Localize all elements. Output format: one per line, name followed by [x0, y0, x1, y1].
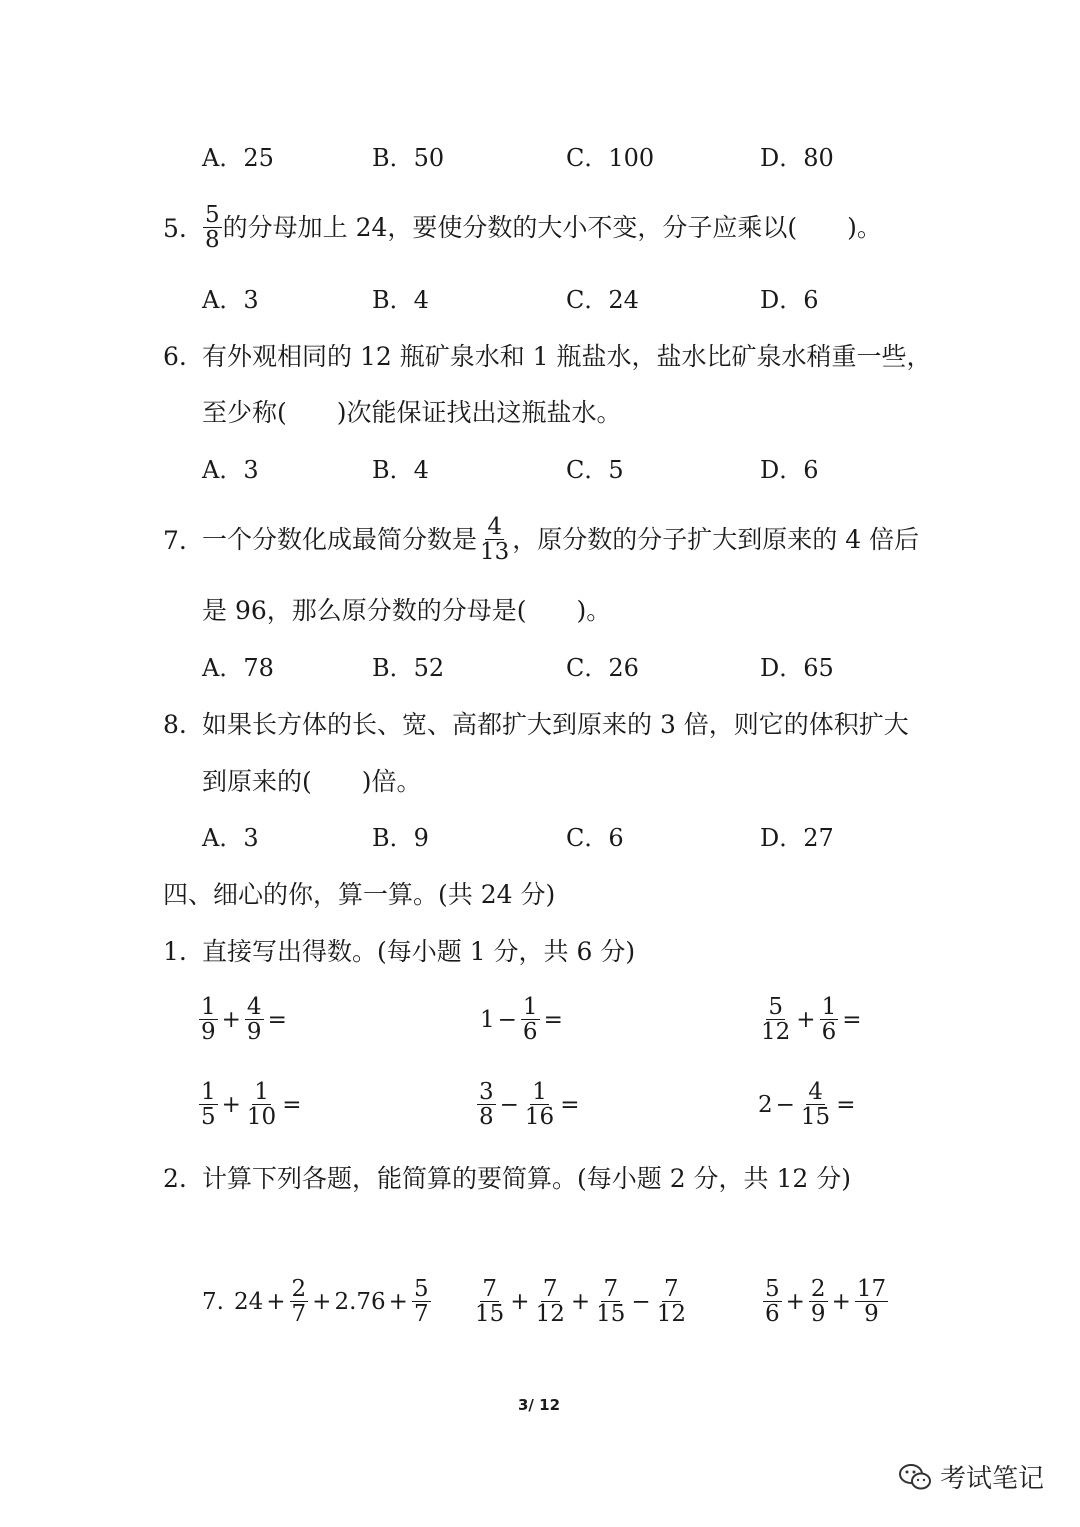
q5-option-d: D．6	[760, 286, 819, 314]
q4-option-c: C．100	[566, 144, 655, 172]
q7-option-b: B．52	[372, 654, 445, 682]
q7-line1	[202, 515, 919, 564]
q6-line2: 至少称( )次能保证找出这瓶盐水。	[202, 398, 622, 427]
q7-number: 7.	[163, 526, 187, 555]
q6-option-d: D．6	[760, 456, 819, 484]
calc-r1c2: 1 − $\frac{1}{6}$ =	[480, 994, 563, 1045]
page-number: 3/ 12	[518, 1396, 561, 1414]
q7-fraction: $\frac{4}{13}$	[480, 514, 510, 565]
q4-option-b: B．50	[372, 144, 445, 172]
q6-option-a: A．3	[202, 456, 259, 484]
q8-option-d: D．27	[760, 824, 834, 852]
q6-option-b: B．4	[372, 456, 429, 484]
q8-line2: 到原来的( )倍。	[202, 767, 422, 796]
q4-option-a: A．25	[202, 144, 274, 172]
q8-number: 8.	[163, 710, 187, 739]
q7-option-a: A．78	[202, 654, 274, 682]
calc-r2c1: $\frac{1}{5}$ + $\frac{1}{10}$ =	[201, 1079, 302, 1130]
simp-expr-2: $\frac{7}{15}$ + $\frac{7}{12}$ + $\frac{7}{15}$ − $\frac{7}{12}$	[475, 1276, 686, 1327]
q5-fraction: $\frac{5}{8}$	[205, 202, 220, 253]
simp-expr-1: 7. 24 + $\frac{2}{7}$ + 2.76 + $\frac{5}{7}$	[202, 1276, 429, 1327]
q6-number: 6.	[163, 342, 187, 371]
q7-option-c: C．26	[566, 654, 639, 682]
q7-option-d: D．65	[760, 654, 834, 682]
q8-option-b: B．9	[372, 824, 429, 852]
calc-r2c3: 2 − $\frac{4}{15}$ =	[758, 1079, 856, 1130]
part2-instruction: 计算下列各题，能简算的要简算。(每小题 2 分，共 12 分)	[202, 1164, 852, 1193]
q7-line2: 是 96，那么原分数的分母是( )。	[202, 596, 612, 625]
q5-number: 5.	[163, 214, 187, 243]
part1-instruction: 直接写出得数。(每小题 1 分，共 6 分)	[202, 937, 636, 966]
part2-number: 2.	[163, 1164, 187, 1193]
calc-r2c2: $\frac{3}{8}$ − $\frac{1}{16}$ =	[479, 1079, 580, 1130]
part1-number: 1.	[163, 937, 187, 966]
q5-option-c: C．24	[566, 286, 639, 314]
q4-option-d: D．80	[760, 144, 834, 172]
q6-line1: 有外观相同的 12 瓶矿泉水和 1 瓶盐水，盐水比矿泉水稍重一些，	[202, 342, 932, 371]
q7-post: ，原分数的分子扩大到原来的 4 倍后	[512, 524, 920, 554]
wechat-icon	[898, 1462, 932, 1492]
q8-line1: 如果长方体的长、宽、高都扩大到原来的 3 倍，则它的体积扩大	[202, 710, 909, 739]
q8-option-c: C．6	[566, 824, 624, 852]
q5-option-b: B．4	[372, 286, 429, 314]
q5-text: 的分母加上 24，要使分数的大小不变，分子应乘以( )。	[222, 212, 882, 242]
section-4-heading: 四、细心的你，算一算。(共 24 分)	[163, 880, 556, 909]
q5-option-a: A．3	[202, 286, 259, 314]
q6-option-c: C．5	[566, 456, 624, 484]
calc-r1c1: $\frac{1}{9}$ + $\frac{4}{9}$ =	[201, 994, 287, 1045]
watermark	[898, 1458, 1044, 1495]
q8-option-a: A．3	[202, 824, 259, 852]
watermark-text: 考试笔记	[940, 1464, 1045, 1494]
q7-pre: 一个分数化成最简分数是	[202, 524, 478, 554]
simp-expr-3: $\frac{5}{6}$ + $\frac{2}{9}$ + $\frac{17}{9}$	[765, 1276, 887, 1327]
calc-r1c3: $\frac{5}{12}$ + $\frac{1}{6}$ =	[761, 994, 862, 1045]
q5-question	[202, 203, 882, 252]
